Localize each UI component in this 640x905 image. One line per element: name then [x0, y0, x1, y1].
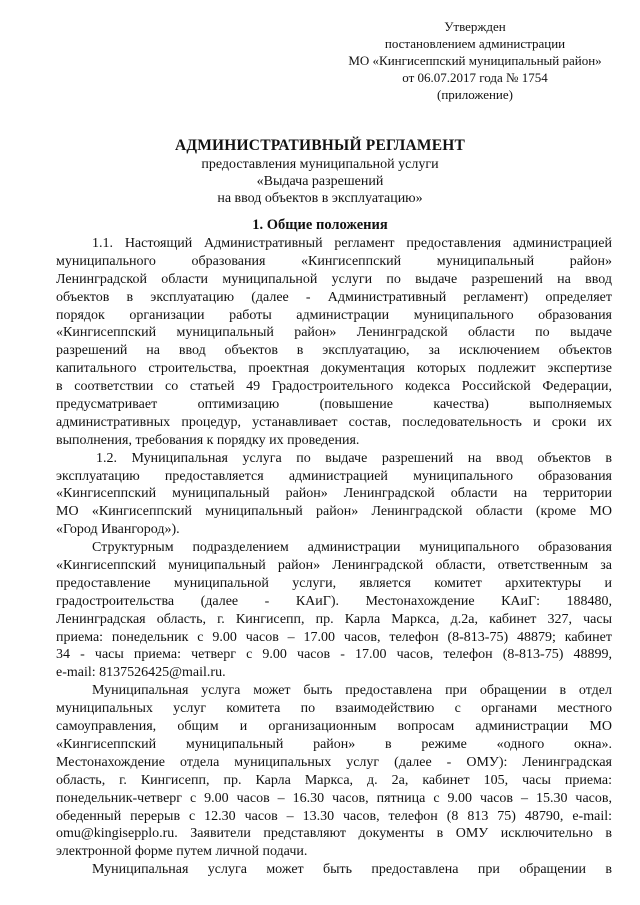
subtitle-line: на ввод объектов в эксплуатацию»	[217, 191, 423, 206]
subtitle-line: «Выдача разрешений	[256, 174, 384, 189]
text-line: Муниципальная услуга может быть предоставлена при обращении в отдел	[92, 683, 612, 699]
text-line: градостроительства (далее - КАиГ). Местонахождение КАиГ: 188480,	[56, 593, 612, 609]
text-line: «Кингисеппский муниципальный район» Ленинградской области на территории	[56, 486, 612, 502]
text-line: приема: понедельник с 9.00 часов – 17.00 часов, телефон (8-813-75) 48879; кабинет	[56, 629, 612, 645]
text-line: «Кингисеппский муниципальный район» в режиме «одного окна».	[56, 736, 612, 752]
text-line: «Кингисеппский муниципальный район» Ленинградской области по выдаче	[56, 325, 612, 341]
text-line: 34 - часы приема: четверг с 9.00 часов - 17.00 часов, телефон (8-813-75) 48899,	[56, 647, 612, 663]
text-line: выполнения, требования к порядку их проведения.	[56, 432, 360, 448]
text-line: Местонахождение отдела муниципальных услуг (далее - ОМУ): Ленинградская	[56, 754, 612, 770]
text-line: Ленинградской области муниципальной услуги по выдаче разрешений на ввод	[56, 271, 612, 287]
text-line: капитального строительства, проектная документация которых подлежит экспертизе	[56, 361, 612, 377]
text-line: МО «Кингисеппский муниципальный район» Ленинградской области (кроме МО	[56, 504, 612, 520]
text-line: самоуправления, общим и организационным вопросам администрации МО	[56, 719, 612, 735]
text-line: 1.1. Настоящий Административный регламент предоставления администрацией	[92, 236, 612, 251]
text-line: обеденный перерыв с 12.30 часов – 13.30 часов, телефон (8 813 75) 48790, e-mail:	[56, 808, 612, 824]
text-line: порядок организации работы администрации муниципального образования	[56, 307, 612, 323]
text-line: в соответствии со статьей 49 Градостроительного кодекса Российской Федерации,	[56, 379, 612, 395]
text-line: понедельник-четверг с 9.00 часов – 16.30 часов, пятница с 9.00 часов – 15.30 часов,	[56, 790, 612, 806]
text-line: объектов в эксплуатацию (далее - Административный регламент) определяет	[56, 289, 612, 305]
section-heading: 1. Общие положения	[252, 217, 388, 233]
text-line: «Город Ивангород»).	[56, 522, 180, 538]
approval-line: Утвержден	[444, 19, 506, 34]
text-line: административных процедур, устанавливает состав, последовательность и сроки их	[56, 414, 612, 430]
text-line: муниципальных услуг комитета по взаимодействию с органами местного	[56, 701, 612, 717]
text-line: Структурным подразделением администрации муниципального образования	[92, 540, 612, 556]
text-line: предусматривает оптимизацию (повышение качества) выполняемых	[56, 397, 612, 413]
text-line: эксплуатацию предоставляется администрацией муниципального образования	[56, 468, 612, 484]
text-line: разрешений на ввод объектов в эксплуатацию, за исключением объектов	[56, 343, 612, 359]
text-line: e-mail: 8137526425@mail.ru.	[56, 665, 226, 681]
approval-block	[340, 18, 610, 103]
document-body	[56, 235, 612, 879]
document-subtitle	[0, 156, 640, 207]
subtitle-line: предоставления муниципальной услуги	[201, 157, 439, 172]
approval-line: (приложение)	[436, 87, 513, 102]
text-line: Муниципальная услуга может быть предоставлена при обращении в	[92, 862, 612, 878]
text-line: предоставление муниципальной услуги, является комитет архитектуры и	[56, 575, 612, 591]
document-title: АДМИНИСТРАТИВНЫЙ РЕГЛАМЕНТ	[174, 137, 466, 154]
text-line: omu@kingisepplo.ru. Заявители представляют документы в ОМУ исключительно в	[56, 826, 612, 842]
text-line: Ленинградская область, г. Кингисепп, пр. Карла Маркса, д.2а, кабинет 327, часы	[56, 611, 612, 627]
approval-line: от 06.07.2017 года № 1754	[402, 70, 548, 85]
text-line: область, г. Кингисепп, пр. Карла Маркса, д. 2а, кабинет 105, часы приема:	[56, 772, 612, 788]
approval-line: постановлением администрации	[384, 36, 566, 51]
text-line: 1.2. Муниципальная услуга по выдаче разрешений на ввод объектов в	[96, 450, 612, 466]
text-line: электронной форме путем личной подачи.	[56, 844, 308, 860]
approval-line: МО «Кингисеппский муниципальный район»	[348, 53, 602, 68]
text-line: муниципального образования «Кингисеппский муниципальный район»	[56, 253, 612, 269]
text-line: «Кингисеппский муниципальный район» Ленинградской области, ответственным за	[56, 558, 612, 574]
